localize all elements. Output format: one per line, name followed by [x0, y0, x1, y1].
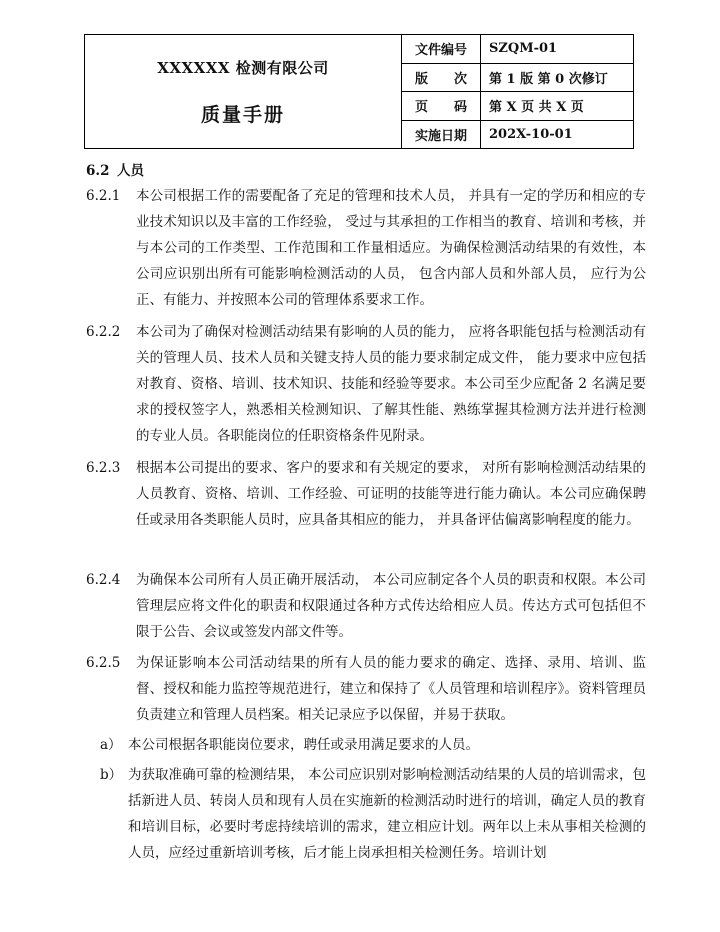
page-label: 页 码: [402, 92, 481, 121]
paragraph-number: 6.2.4: [86, 572, 121, 588]
title-block: [85, 35, 402, 149]
section-title: 人员: [117, 163, 144, 179]
list-item-b: [100, 762, 646, 866]
paragraph-6-2-4: [86, 567, 646, 645]
edition-label: 版 次: [402, 63, 481, 92]
paragraph-text: 本公司根据工作的需要配备了充足的管理和技术人员， 并具有一定的学历和相应的专业技术知识以及丰富的工作经验， 受过与其承担的工作相当的教育、培训和考核，并与本公司的工作类型、工作范围和工作量相适应。为确保检测活动结果的有效性，本公司应识别出所有可能影响检测活动的人员， 包含内部人员和外部人员， 应行为公正、有能力、并按照本公司的管理体系要求工作。: [136, 188, 646, 308]
list-marker: a）: [100, 737, 122, 753]
edition-value: 第 1 版 第 0 次修订: [481, 63, 634, 92]
paragraph-number: 6.2.5: [86, 655, 121, 671]
doc-number-value: SZQM-01: [481, 35, 634, 64]
document-header-table: [84, 34, 634, 149]
paragraph-6-2-3: [86, 455, 646, 533]
paragraph-text: 为确保本公司所有人员正确开展活动， 本公司应制定各个人员的职责和权限。本公司管理层应将文件化的职责和权限通过各种方式传达给相应人员。传达方式可包括但不限于公告、会议或签发内部文件等。: [136, 572, 646, 640]
list-marker: b）: [100, 767, 123, 783]
paragraph-6-2-1: [86, 183, 646, 313]
section-number: 6.2: [86, 163, 110, 179]
company-name: XXXXXX 检测有限公司: [157, 58, 329, 77]
list-item-text: 本公司根据各职能岗位要求，聘任或录用满足要求的人员。: [128, 737, 479, 753]
paragraph-text: 根据本公司提出的要求、客户的要求和有关规定的要求， 对所有影响检测活动结果的人员教育、资格、培训、工作经验、可证明的技能等进行能力确认。本公司应确保聘任或录用各类职能人员时，应具备其相应的能力， 并具备评估偏离影响程度的能力。: [136, 460, 646, 528]
paragraph-6-2-2: [86, 319, 646, 449]
paragraph-number: 6.2.1: [86, 188, 121, 204]
paragraph-6-2-5: [86, 650, 646, 728]
list-item-a: [100, 732, 646, 758]
paragraph-number: 6.2.3: [86, 460, 121, 476]
paragraph-number: 6.2.2: [86, 324, 121, 340]
effective-date-value: 202X-10-01: [481, 120, 634, 149]
manual-title: 质量手册: [200, 103, 285, 126]
paragraph-text: 为保证影响本公司活动结果的所有人员的能力要求的确定、选择、录用、培训、监督、授权和能力监控等规范进行，建立和保持了《人员管理和培训程序》。资料管理员负责建立和管理人员档案。相关记录应予以保留，并易于获取。: [136, 655, 646, 723]
effective-date-label: 实施日期: [402, 120, 481, 149]
paragraph-text: 本公司为了确保对检测活动结果有影响的人员的能力， 应将各职能包括与检测活动有关的管理人员、技术人员和关键支持人员的能力要求制定成文件， 能力要求中应包括对教育、资格、培训、技术知识、技能和经验等要求。本公司至少应配备 2 名满足要求的授权签字人，熟悉相关检测知识、了解其性能、熟练掌握其检测方法并进行检测的专业人员。各职能岗位的任职资格条件见附录。: [136, 324, 646, 444]
section-heading: [86, 159, 144, 179]
page-value: 第 X 页 共 X 页: [481, 92, 634, 121]
doc-number-label: 文件编号: [402, 35, 481, 64]
list-item-text: 为获取准确可靠的检测结果， 本公司应识别对影响检测活动结果的人员的培训需求，包括新进人员、转岗人员和现有人员在实施新的检测活动时进行的培训，确定人员的教育和培训目标，必要时考虑持续培训的需求，建立相应计划。两年以上未从事相关检测的人员，应经过重新培训考核，后才能上岗承担相关检测任务。培训计划: [128, 767, 646, 861]
